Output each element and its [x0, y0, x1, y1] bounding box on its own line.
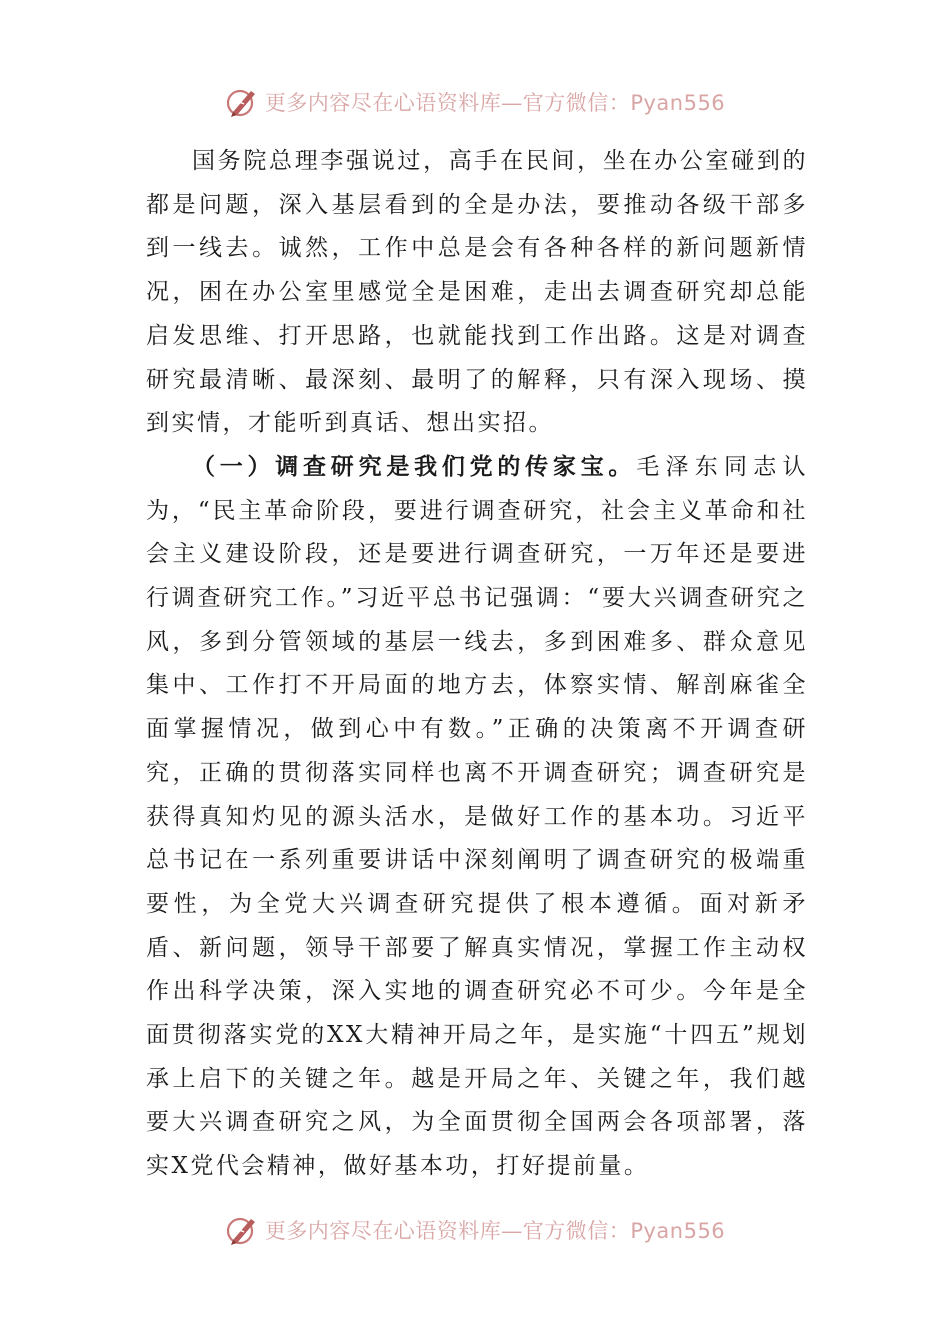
document-body — [146, 140, 808, 1189]
header-watermark-banner — [0, 82, 950, 122]
section-heading: （一）调查研究是我们党的传家宝。 — [192, 453, 637, 480]
section-body-text: 毛泽东同志认为，“民主革命阶段，要进行调查研究，社会主义革命和社会主义建设阶段，还是要进行调查研究，一万年还是要进行调查研究工作。”习近平总书记强调：“要大兴调查研究之风，多到分管领域的基层一线去，多到困难多、群众意见集中、工作打不开局面的地方去，体察实情、解剖麻雀全面掌握情况，做到心中有数。”正确的决策离不开调查研究，正确的贯彻落实同样也离不开调查研究；调查研究是获得真知灼见的源头活水，是做好工作的基本功。习近平总书记在一系列重要讲话中深刻阐明了调查研究的极端重要性，为全党大兴调查研究提供了根本遵循。面对新矛盾、新问题，领导干部要了解真实情况，掌握工作主动权作出科学决策，深入实地的调查研究必不可少。今年是全面贯彻落实党的XX大精神开局之年，是实施“十四五”规划承上启下的关键之年。越是开局之年、关键之年，我们越要大兴调查研究之风，为全面贯彻全国两会各项部署，落实X党代会精神，做好基本功，打好提前量。 — [146, 453, 809, 1180]
pen-logo-icon — [225, 85, 259, 119]
footer-watermark-banner — [0, 1210, 950, 1250]
paragraph-intro: 国务院总理李强说过，高手在民间，坐在办公室碰到的都是问题，深入基层看到的全是办法，要推动各级干部多到一线去。诚然，工作中总是会有各种各样的新问题新情况，困在办公室里感觉全是困难，走出去调查研究却总能启发思维、打开思路，也就能找到工作出路。这是对调查研究最清晰、最深刻、最明了的解释，只有深入现场、摸到实情，才能听到真话、想出实招。 — [146, 148, 808, 437]
watermark-text: 更多内容尽在心语资料库—官方微信：Pyan556 — [264, 91, 726, 115]
paragraph-section-one — [146, 446, 808, 1189]
watermark-text: 更多内容尽在心语资料库—官方微信：Pyan556 — [264, 1219, 726, 1243]
pen-logo-icon — [225, 1213, 259, 1247]
